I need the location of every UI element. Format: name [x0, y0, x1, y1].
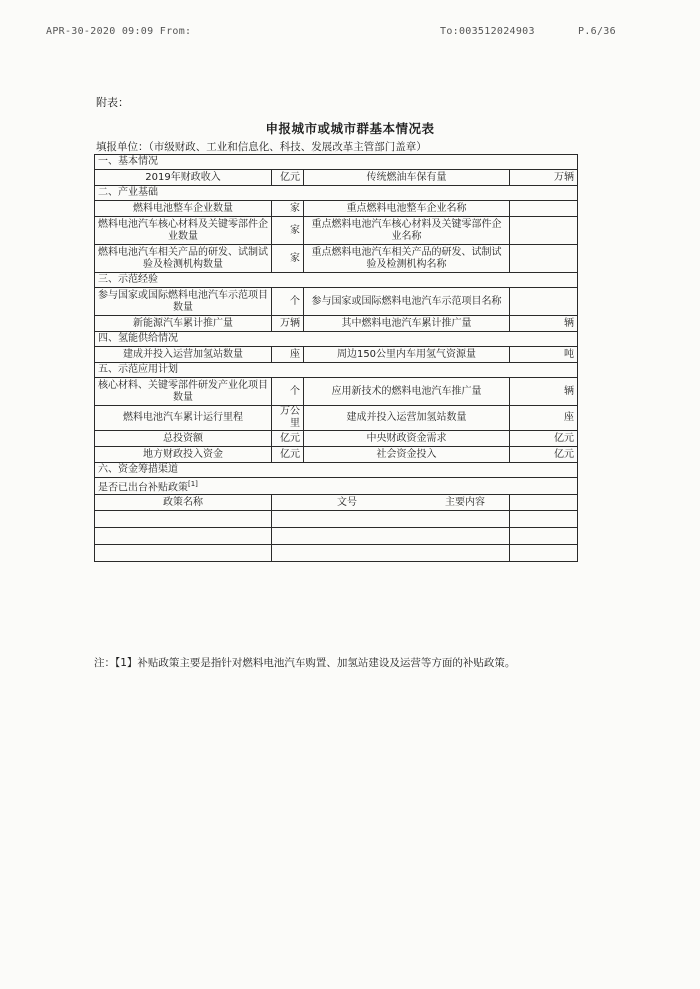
- label-hydrogen-resource: 周边150公里内车用氢气资源量: [304, 347, 510, 363]
- label-rd-institutions: 燃料电池汽车相关产品的研发、试制试验及检测机构数量: [95, 245, 272, 273]
- label-new-tech-promotion: 应用新技术的燃料电池汽车推广量: [304, 378, 510, 406]
- unit-core-companies: 家: [272, 217, 304, 245]
- label-subsidy-policy: [95, 478, 578, 495]
- footnote-ref: [1]: [188, 480, 198, 488]
- fax-header-to: To:003512024903: [440, 26, 535, 37]
- label-rd-institution-names: 重点燃料电池汽车相关产品的研发、试制试验及检测机构名称: [304, 245, 510, 273]
- header-doc-number: [272, 495, 510, 511]
- policy-doc-cell[interactable]: [272, 511, 510, 528]
- label-rd-projects: 核心材料、关键零部件研发产业化项目数量: [95, 378, 272, 406]
- label-planned-stations: 建成并投入运营加氢站数量: [304, 406, 510, 431]
- unit-local-funding: 亿元: [272, 447, 304, 463]
- label-social-funding: 社会资金投入: [304, 447, 510, 463]
- label-stations-built: 建成并投入运营加氢站数量: [95, 347, 272, 363]
- unit-demo-projects: 个: [272, 288, 304, 316]
- unit-central-funding: 亿元: [510, 431, 578, 447]
- unit-rd-projects: 个: [272, 378, 304, 406]
- label-core-company-names: 重点燃料电池汽车核心材料及关键零部件企业名称: [304, 217, 510, 245]
- unit-revenue: 亿元: [272, 170, 304, 186]
- unit-planned-stations: 座: [510, 406, 578, 431]
- value-demo-project-names[interactable]: [510, 288, 578, 316]
- section-demo: 三、示范经验: [95, 273, 578, 288]
- header-blank: [510, 495, 578, 511]
- attachment-label: 附表：: [96, 96, 129, 109]
- label-mileage: 燃料电池汽车累计运行里程: [95, 406, 272, 431]
- basic-info-table: [94, 154, 578, 562]
- label-total-investment: 总投资额: [95, 431, 272, 447]
- unit-nev-promotion: 万辆: [272, 316, 304, 332]
- label-revenue: 2019年财政收入: [95, 170, 272, 186]
- section-basic: 一、基本情况: [95, 155, 578, 170]
- unit-vehicle-companies: 家: [272, 201, 304, 217]
- section-funding: 六、资金筹措渠道: [95, 463, 578, 478]
- policy-name-cell[interactable]: [95, 545, 272, 562]
- main-content-text: 主要内容: [445, 496, 485, 508]
- label-fuel-vehicles: 传统燃油车保有量: [304, 170, 510, 186]
- unit-hydrogen-resource: 吨: [510, 347, 578, 363]
- label-demo-project-names: 参与国家或国际燃料电池汽车示范项目名称: [304, 288, 510, 316]
- policy-doc-cell[interactable]: [272, 545, 510, 562]
- value-core-company-names[interactable]: [510, 217, 578, 245]
- subsidy-policy-text: 是否已出台补贴政策: [98, 482, 188, 494]
- value-vehicle-company-names[interactable]: [510, 201, 578, 217]
- value-rd-institution-names[interactable]: [510, 245, 578, 273]
- policy-name-cell[interactable]: [95, 511, 272, 528]
- label-core-companies: 燃料电池汽车核心材料及关键零部件企业数量: [95, 217, 272, 245]
- unit-rd-institutions: 家: [272, 245, 304, 273]
- label-fcv-promotion: 其中燃料电池汽车累计推广量: [304, 316, 510, 332]
- policy-content-cell[interactable]: [510, 545, 578, 562]
- policy-content-cell[interactable]: [510, 528, 578, 545]
- unit-fcv-promotion: 辆: [510, 316, 578, 332]
- unit-fuel-vehicles: 万辆: [510, 170, 578, 186]
- section-plan: 五、示范应用计划: [95, 363, 578, 378]
- footnote: 注：【1】补贴政策主要是指针对燃料电池汽车购置、加氢站建设及运营等方面的补贴政策。: [94, 657, 516, 669]
- unit-total-investment: 亿元: [272, 431, 304, 447]
- label-vehicle-companies: 燃料电池整车企业数量: [95, 201, 272, 217]
- policy-doc-cell[interactable]: [272, 528, 510, 545]
- section-hydrogen: 四、氢能供给情况: [95, 332, 578, 347]
- label-nev-promotion: 新能源汽车累计推广量: [95, 316, 272, 332]
- section-industry: 二、产业基础: [95, 186, 578, 201]
- label-central-funding: 中央财政资金需求: [304, 431, 510, 447]
- fax-header-page: P.6/36: [578, 26, 616, 37]
- header-policy-name: 政策名称: [95, 495, 272, 511]
- unit-new-tech-promotion: 辆: [510, 378, 578, 406]
- fax-header-datetime: APR-30-2020 09:09 From:: [46, 26, 192, 37]
- form-title: 申报城市或城市群基本情况表: [265, 121, 435, 136]
- label-local-funding: 地方财政投入资金: [95, 447, 272, 463]
- unit-social-funding: 亿元: [510, 447, 578, 463]
- unit-stations-built: 座: [272, 347, 304, 363]
- label-demo-projects: 参与国家或国际燃料电池汽车示范项目数量: [95, 288, 272, 316]
- unit-mileage: 万公里: [272, 406, 304, 431]
- doc-number-text: 文号: [337, 496, 357, 508]
- policy-content-cell[interactable]: [510, 511, 578, 528]
- label-vehicle-company-names: 重点燃料电池整车企业名称: [304, 201, 510, 217]
- filler-unit-line: 填报单位：（市级财政、工业和信息化、科技、发展改革主管部门盖章）: [96, 141, 427, 153]
- policy-name-cell[interactable]: [95, 528, 272, 545]
